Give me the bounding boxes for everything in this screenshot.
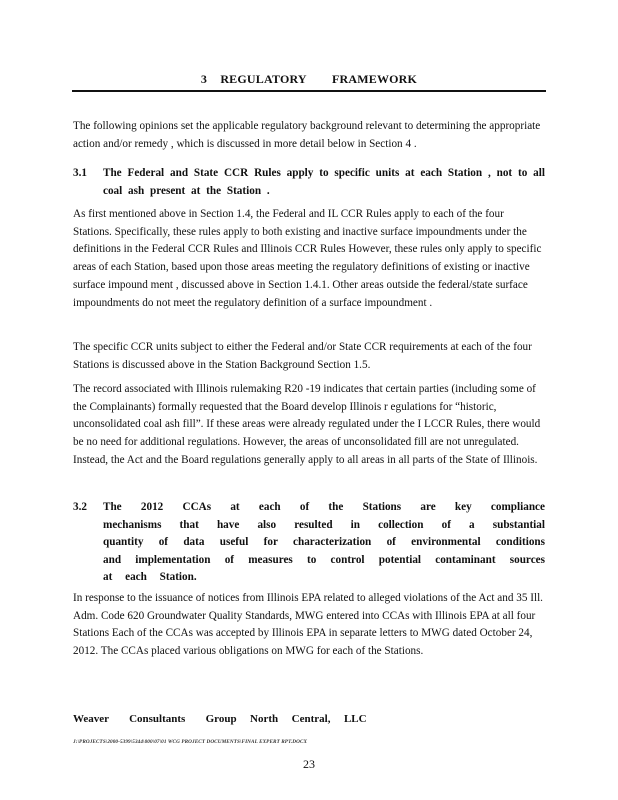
rulemaking-paragraph: The record associated with Illinois rulemaking R20 -19 indicates that certain parties (including some of the Complainants) formally requested that the Board develop Illinois r egulations for “historic, unconsolidated coal ash fill”. If these areas were already regulated under the I LCCR Rules, there would be no need for additional regulations. However, the areas of unconsolidated fill are not unregulated. Instead, the Act and the Board regulations generally apply to all areas in all parts of the State of Illinois.: [73, 383, 541, 466]
section-3-2-heading: [73, 499, 545, 587]
page-title: [0, 72, 618, 87]
ccr-rules-paragraph: As first mentioned above in Section 1.4, the Federal and IL CCR Rules apply to each of the four Stations. Specifically, these rules apply to both existing and inactive surface impoundments under the definitions in the Federal CCR Rules and Illinois CCR Rules However, these rules only apply to specific areas of each Station, based upon those areas meeting the regulatory definitions of existing or inactive surface impound ment , discussed above in Section 1.4.1. Other areas outside the federal/state surface impoundments do not meet the regulatory definition of a surface impoundment .: [73, 208, 542, 309]
rulemaking-paragraph-block: [73, 381, 545, 470]
section-3-1-text: The Federal and State CCR Rules apply to specific units at each Station , not to all coal ash present at the Station .: [103, 167, 545, 197]
section-3-2-block: [73, 499, 545, 587]
intro-paragraph-block: [73, 118, 545, 153]
ccr-units-paragraph: The specific CCR units subject to either the Federal and/or State CCR requirements at each of the four Stations is discussed above in the Station Background Section 1.5.: [73, 341, 532, 371]
cca-paragraph: In response to the issuance of notices from Illinois EPA related to alleged violations of the Act and 35 Ill. Adm. Code 620 Groundwater Quality Standards, MWG entered into CCAs with Illinois EPA at all four Stations Each of the CCAs was accepted by Illinois EPA in separate letters to MWG dated October 24, 2012. The CCAs placed various obligations on MWG for each of the Stations.: [73, 592, 543, 658]
page-number: 23: [303, 757, 315, 771]
section-3-1-number: 3.1: [73, 167, 87, 179]
section-number: 3: [200, 72, 208, 86]
header-divider: [72, 90, 546, 92]
section-3-2-number: 3.2: [73, 501, 87, 513]
section-3-1-heading: [73, 165, 545, 200]
section-3-2-text: The 2012 CCAs at each of the Stations are key compliance mechanisms that have also resulted in collection of a substantial quantity of data useful for characterization of environmental conditions and implementation of measures to control potential contaminant sources at each Station.: [103, 501, 545, 584]
ccr-rules-paragraph-block: [73, 206, 545, 312]
section-heading: REGULATORY FRAMEWORK: [220, 72, 418, 86]
intro-paragraph: The following opinions set the applicable regulatory background relevant to determining the appropriate action and/or remedy , which is discussed in more detail below in Section 4 .: [73, 120, 541, 150]
section-3-1-block: [73, 165, 545, 200]
footer-file-path: J:\PROJECTS\2000-5399\5344\000\07\01 WCG PROJECT DOCUMENTS\FINAL EXPERT RPT.DOCX: [73, 739, 308, 745]
footer-company-name: Weaver Consultants Group North Central, LLC: [73, 713, 367, 725]
cca-paragraph-block: [73, 590, 545, 661]
ccr-units-paragraph-block: [73, 339, 545, 374]
